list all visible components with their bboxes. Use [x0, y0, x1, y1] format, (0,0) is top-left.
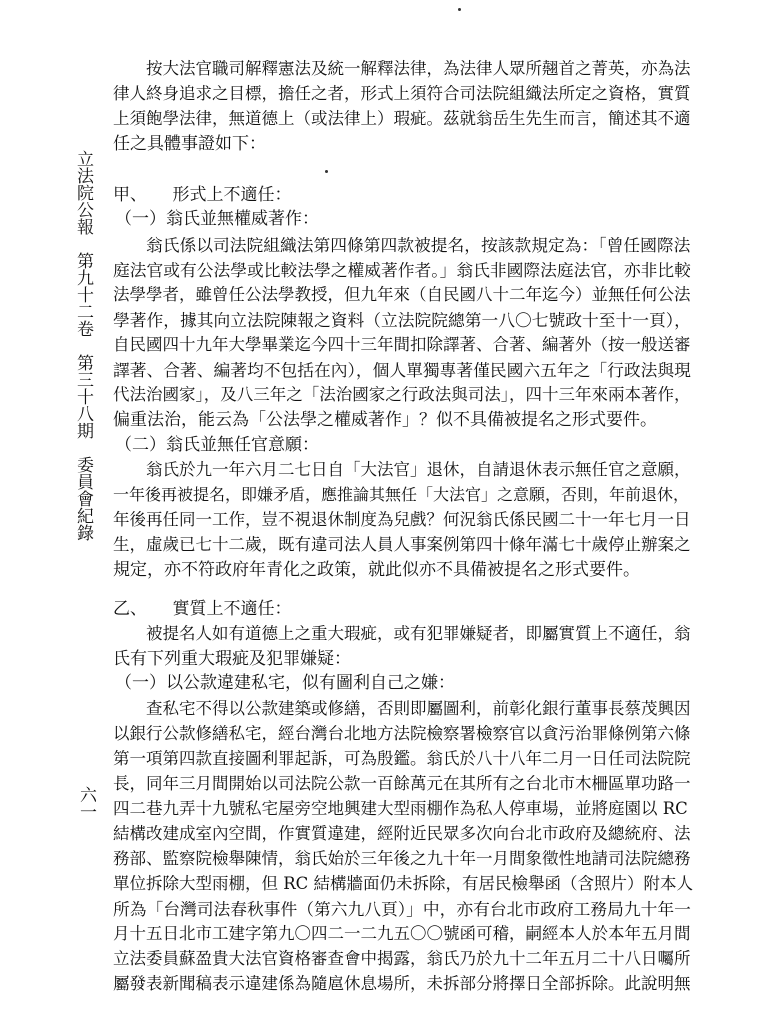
- text-line: （二）翁氏並無任官意願：: [115, 435, 319, 455]
- publication-header: 立法院公報 第九十二卷 第三十八期 委員會紀錄: [73, 150, 93, 541]
- text-line: 乙、 實質上不適任：: [113, 599, 292, 619]
- text-line: 庭法官或有公法學或比較法學之權威著作者。」翁氏非國際法庭法官，亦非比較: [113, 260, 691, 280]
- page-number: 六一: [76, 786, 96, 820]
- text-line: 翁氏係以司法院組織法第四條第四款被提名，按該款規定為：「曾任國際法: [146, 235, 691, 255]
- text-line: 偏重法治，能云為「公法學之權威著作」？似不具備被提名之形式要件。: [113, 410, 657, 430]
- text-line: 長，同年三月間開始以司法院公款一百餘萬元在其所有之台北市木柵區單功路一: [113, 774, 691, 793]
- text-line: 屬發表新聞稿表示違建係為隨扈休息場所，未拆部分將擇日全部拆除。此說明無: [113, 974, 691, 993]
- text-line: （一）以公款違建私宅，似有圖利自己之嫌：: [115, 673, 455, 693]
- text-line: 甲、 形式上不適任：: [113, 185, 292, 205]
- text-line: 單位拆除大型雨棚，但 RC 結構牆面仍未拆除，有居民檢舉函（含照片）附本人: [113, 874, 694, 893]
- text-line: 查私宅不得以公款建築或修繕，否則即屬圖利，前彰化銀行董事長蔡茂興因: [146, 699, 691, 718]
- text-line: 代法治國家」，及八三年之「法治國家之行政法與司法」，四十三年來兩本著作，: [113, 385, 691, 404]
- text-line: 自民國四十九年大學畢業迄今四十三年間扣除譯著、合著、編著外（按一般送審: [113, 335, 691, 354]
- text-line: 任之具體事證如下：: [113, 134, 266, 154]
- text-line: 氏有下列重大瑕疵及犯罪嫌疑：: [113, 649, 351, 669]
- text-line: 被提名人如有道德上之重大瑕疵，或有犯罪嫌疑者，即屬實質上不適任，翁: [146, 624, 691, 643]
- text-line: 翁氏於九一年六月二七日自「大法官」退休，自請退休表示無任官之意願，: [146, 460, 691, 479]
- scan-speck: [325, 170, 328, 173]
- text-line: 務部、監察院檢舉陳情，翁氏始於三年後之九十年一月間象徵性地請司法院總務: [113, 849, 691, 868]
- text-line: 月十五日北市工建字第九〇四二一二九五〇〇號函可稽，嗣經本人於本年五月間: [113, 924, 691, 943]
- text-line: 規定，亦不符政府年青化之政策，就此似亦不具備被提名之形式要件。: [113, 560, 640, 580]
- text-line: 所為「台灣司法春秋事件（第六九八頁）」中，亦有台北市政府工務局九十年一: [113, 899, 691, 919]
- text-line: 譯著、合著、編著均不包括在內），個人單獨專著僅民國六五年之「行政法與現: [113, 360, 691, 380]
- text-line: 結構改建成室內空間，作實質違建，經附近民眾多次向台北市政府及總統府、法: [113, 824, 691, 843]
- scan-speck: [458, 8, 461, 11]
- text-line: 按大法官職司解釋憲法及統一解釋法律，為法律人眾所翹首之菁英，亦為法: [146, 59, 691, 78]
- text-line: 立法委員蘇盈貴大法官資格審查會中揭露，翁氏乃於九十二年五月二十八日囑所: [113, 949, 691, 968]
- text-line: （一）翁氏並無權威著作：: [115, 209, 319, 229]
- text-line: 生，虛歲已七十二歲，既有違司法人員人事案例第四十條年滿七十歲停止辦案之: [113, 535, 691, 554]
- text-line: 法學學者，雖曾任公法學教授，但九年來（自民國八十二年迄今）並無任何公法: [113, 285, 691, 304]
- text-line: 學著作，據其向立法院陳報之資料（立法院院總第一八〇七號政十至十一頁），: [113, 310, 691, 330]
- text-line: 律人終身追求之目標，擔任之者，形式上須符合司法院組織法所定之資格，實質: [113, 84, 691, 103]
- text-line: 第一項第四款直接圖利罪起訴，可為殷鑑。翁氏於八十八年二月一日任司法院院: [113, 749, 691, 768]
- text-line: 年後再任同一工作，豈不視退休制度為兒戲？何況翁氏係民國二十一年七月一日: [113, 510, 691, 529]
- text-line: 上須飽學法律，無道德上（或法律上）瑕疵。茲就翁岳生先生而言，簡述其不適: [113, 109, 691, 128]
- text-line: 一年後再被提名，即嫌矛盾，應推論其無任「大法官」之意願，否則，年前退休，: [113, 485, 690, 504]
- text-line: 以銀行公款修繕私宅，經台灣台北地方法院檢察署檢察官以貪污治罪條例第六條: [113, 724, 691, 743]
- text-line: 四二巷九弄十九號私宅屋旁空地興建大型雨棚作為私人停車場，並將庭園以 RC: [113, 799, 688, 818]
